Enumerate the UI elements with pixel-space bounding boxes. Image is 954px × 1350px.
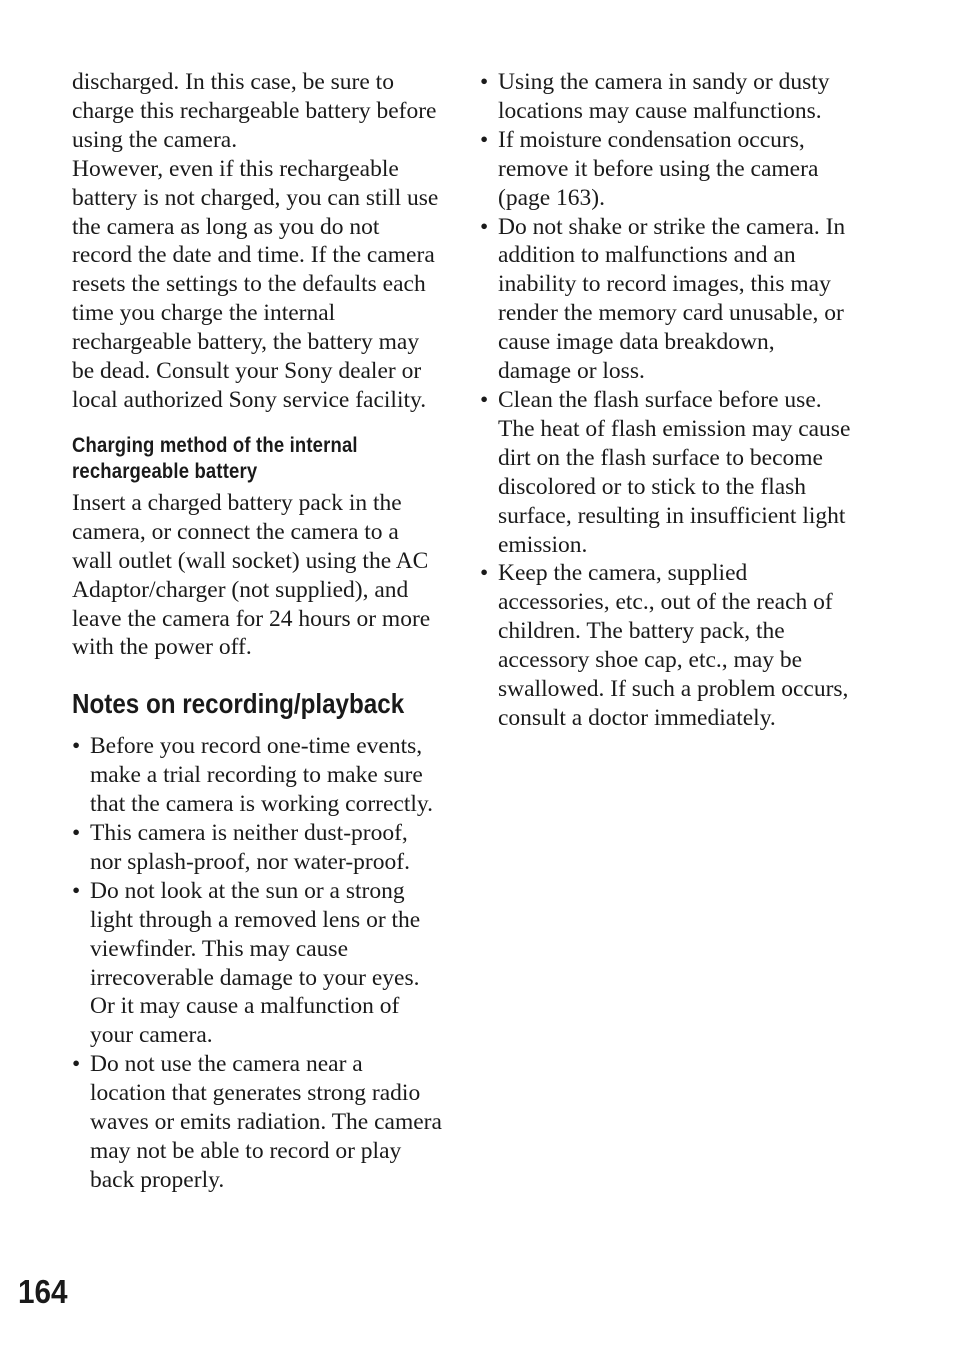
recording-notes-list [72,732,442,1195]
section-title: Notes on recording/playback [72,688,405,720]
list-item-text: Using the camera in sandy or dusty locations may cause malfunctions. [498,69,830,124]
list-item [480,386,852,559]
list-item-text: Before you record one-time events, make a trial recording to make sure that the camera is working correctly. [90,733,433,818]
list-item-text: Keep the camera, supplied accessories, etc., out of the reach of children. The battery pack, the accessory shoe cap, etc., may be swallowed. If such a problem occurs, consult a doctor immediately. [498,560,849,731]
list-item [480,213,852,386]
bullet-icon: • [480,213,489,240]
bullet-icon: • [480,69,489,95]
charging-heading-line: rechargeable battery [72,459,258,483]
charging-method-paragraph: Insert a charged battery pack in the camera, or connect the camera to a wall outlet (wall socket) using the AC Adaptor/charger (not supplied), and leave the camera for 24 hours or more with the power off. [72,489,431,661]
intro-paragraph-continued: However, even if this rechargeable battery is not charged, you can still use the camera as long as you do not record the date and time. If the camera resets the settings to the defaults each time you charge the internal rechargeable battery, the battery may be dead. Consult your Sony dealer or local authorized Sony service facility. [72,155,439,413]
bullet-icon: • [72,820,81,847]
charging-method-heading [72,433,442,485]
bullet-icon: • [480,560,489,587]
precautions-list [480,68,852,733]
bullet-icon: • [480,386,489,413]
list-item [480,126,852,213]
list-item-text: Do not shake or strike the camera. In addition to malfunctions and an inability to record images, this may render the memory card unusable, or cause image data breakdown, damage or loss. [498,213,846,385]
list-item [72,732,442,819]
list-item [72,877,442,1050]
list-item [480,559,852,732]
bullet-icon: • [72,733,81,760]
bullet-icon: • [72,877,81,904]
list-item-text: Do not use the camera near a location that generates strong radio waves or emits radiation. The camera may not be able to record or play back properly. [90,1051,442,1193]
intro-paragraph: discharged. In this case, be sure to charge this rechargeable battery before using the camera. [72,69,437,153]
right-column [480,68,852,733]
list-item-text: If moisture condensation occurs, remove it before using the camera (page 163). [498,126,819,211]
left-column [72,68,442,1195]
list-item-text: Clean the flash surface before use. The heat of flash emission may cause dirt on the flash surface to become discolored or to stick to the flash surface, resulting in insufficient light emission. [498,386,851,558]
list-item [72,1050,442,1195]
list-item-text: This camera is neither dust-proof, nor splash-proof, nor water-proof. [90,820,410,875]
list-item-text: Do not look at the sun or a strong light through a removed lens or the viewfinder. This may cause irrecoverable damage to your eyes. Or it may cause a malfunction of your camera. [90,877,421,1049]
list-item [72,819,442,877]
charging-heading-line: Charging method of the internal [72,433,358,457]
bullet-icon: • [480,126,489,153]
list-item [480,68,852,126]
page-number: 164 [18,1273,68,1310]
bullet-icon: • [72,1051,81,1078]
